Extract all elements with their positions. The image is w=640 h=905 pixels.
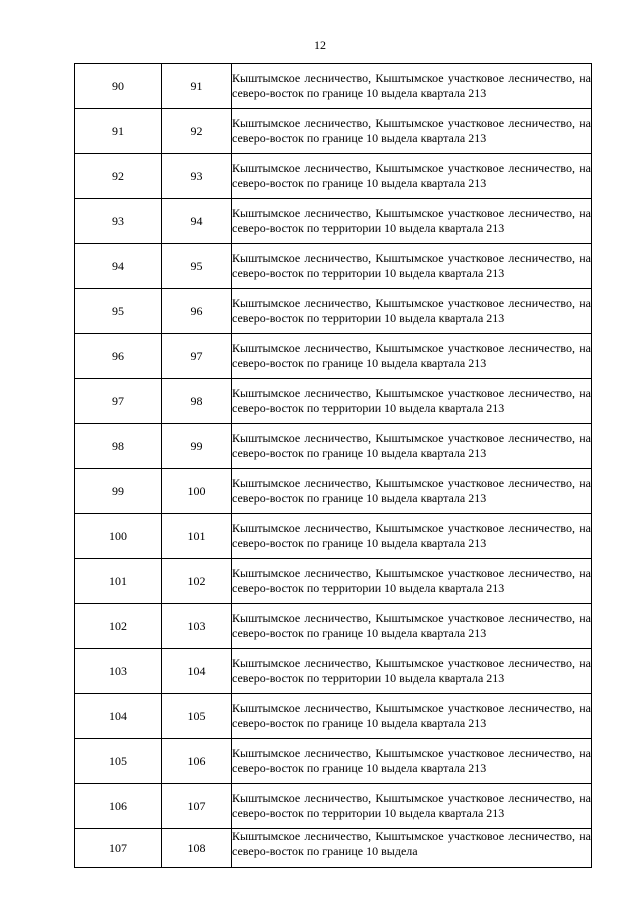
point-to-cell: 98: [162, 379, 232, 424]
table-row: [75, 379, 592, 424]
point-from-cell: 97: [75, 379, 162, 424]
point-to-cell: 96: [162, 289, 232, 334]
table-row: [75, 244, 592, 289]
description-cell: Кыштымское лесничество, Кыштымское участковое лесничество, на северо-восток по границе 10 выдела квартала 213: [232, 424, 592, 469]
point-to-cell: 95: [162, 244, 232, 289]
description-text: Кыштымское лесничество, Кыштымское участковое лесничество, на северо-восток по границе 10 выдела: [232, 829, 591, 858]
point-from-cell: 96: [75, 334, 162, 379]
table-row: [75, 694, 592, 739]
table-row: [75, 829, 592, 868]
point-to-cell: 94: [162, 199, 232, 244]
point-to-cell: 106: [162, 739, 232, 784]
table-row: [75, 64, 592, 109]
table-row: [75, 604, 592, 649]
boundary-table-body: [75, 64, 592, 868]
table-row: [75, 109, 592, 154]
point-from-cell: 107: [75, 829, 162, 868]
description-cell: Кыштымское лесничество, Кыштымское участковое лесничество, на северо-восток по границе 10 выдела квартала 213: [232, 694, 592, 739]
point-from-cell: 103: [75, 649, 162, 694]
point-from-cell: 106: [75, 784, 162, 829]
point-to-cell: 99: [162, 424, 232, 469]
table-row: [75, 289, 592, 334]
point-to-cell: 101: [162, 514, 232, 559]
point-to-cell: 102: [162, 559, 232, 604]
page-number: 12: [314, 38, 326, 52]
point-to-cell: 91: [162, 64, 232, 109]
description-cell: Кыштымское лесничество, Кыштымское участковое лесничество, на северо-восток по границе 10 выдела квартала 213: [232, 154, 592, 199]
table-row: [75, 469, 592, 514]
table-row: [75, 199, 592, 244]
description-cell: Кыштымское лесничество, Кыштымское участковое лесничество, на северо-восток по территории 10 выдела квартала 213: [232, 784, 592, 829]
table-row: [75, 154, 592, 199]
point-to-cell: 105: [162, 694, 232, 739]
description-cell: Кыштымское лесничество, Кыштымское участковое лесничество, на северо-восток по границе 10 выдела квартала 213: [232, 514, 592, 559]
table-row: [75, 784, 592, 829]
point-from-cell: 90: [75, 64, 162, 109]
description-cell: Кыштымское лесничество, Кыштымское участковое лесничество, на северо-восток по границе 10 выдела квартала 213: [232, 604, 592, 649]
table-row: [75, 424, 592, 469]
point-from-cell: 104: [75, 694, 162, 739]
table-row: [75, 739, 592, 784]
table-row: [75, 649, 592, 694]
table-row: [75, 559, 592, 604]
description-cell: Кыштымское лесничество, Кыштымское участковое лесничество, на северо-восток по территории 10 выдела квартала 213: [232, 199, 592, 244]
description-cell: Кыштымское лесничество, Кыштымское участковое лесничество, на северо-восток по территории 10 выдела квартала 213: [232, 289, 592, 334]
description-cell: Кыштымское лесничество, Кыштымское участковое лесничество, на северо-восток по территории 10 выдела квартала 213: [232, 559, 592, 604]
description-cell: Кыштымское лесничество, Кыштымское участковое лесничество, на северо-восток по территории 10 выдела квартала 213: [232, 244, 592, 289]
point-to-cell: 103: [162, 604, 232, 649]
description-cell: Кыштымское лесничество, Кыштымское участковое лесничество, на северо-восток по границе 10 выдела квартала 213: [232, 109, 592, 154]
point-from-cell: 91: [75, 109, 162, 154]
point-from-cell: 99: [75, 469, 162, 514]
point-to-cell: 100: [162, 469, 232, 514]
table-row: [75, 514, 592, 559]
point-from-cell: 94: [75, 244, 162, 289]
point-to-cell: 97: [162, 334, 232, 379]
point-to-cell: 93: [162, 154, 232, 199]
description-cell: Кыштымское лесничество, Кыштымское участковое лесничество, на северо-восток по территории 10 выдела квартала 213: [232, 379, 592, 424]
description-cell: Кыштымское лесничество, Кыштымское участковое лесничество, на северо-восток по границе 10 выдела квартала 213: [232, 739, 592, 784]
point-to-cell: 108: [162, 829, 232, 868]
point-from-cell: 95: [75, 289, 162, 334]
point-from-cell: 98: [75, 424, 162, 469]
point-from-cell: 105: [75, 739, 162, 784]
point-from-cell: 100: [75, 514, 162, 559]
description-cell: Кыштымское лесничество, Кыштымское участковое лесничество, на северо-восток по границе 10 выдела квартала 213: [232, 469, 592, 514]
description-cell: [232, 829, 592, 868]
description-cell: Кыштымское лесничество, Кыштымское участковое лесничество, на северо-восток по границе 10 выдела квартала 213: [232, 64, 592, 109]
point-from-cell: 93: [75, 199, 162, 244]
point-to-cell: 104: [162, 649, 232, 694]
description-cell: Кыштымское лесничество, Кыштымское участковое лесничество, на северо-восток по границе 10 выдела квартала 213: [232, 334, 592, 379]
point-to-cell: 107: [162, 784, 232, 829]
point-from-cell: 101: [75, 559, 162, 604]
boundary-table: [74, 63, 592, 868]
description-cell: Кыштымское лесничество, Кыштымское участковое лесничество, на северо-восток по территории 10 выдела квартала 213: [232, 649, 592, 694]
point-from-cell: 102: [75, 604, 162, 649]
point-to-cell: 92: [162, 109, 232, 154]
point-from-cell: 92: [75, 154, 162, 199]
table-row: [75, 334, 592, 379]
